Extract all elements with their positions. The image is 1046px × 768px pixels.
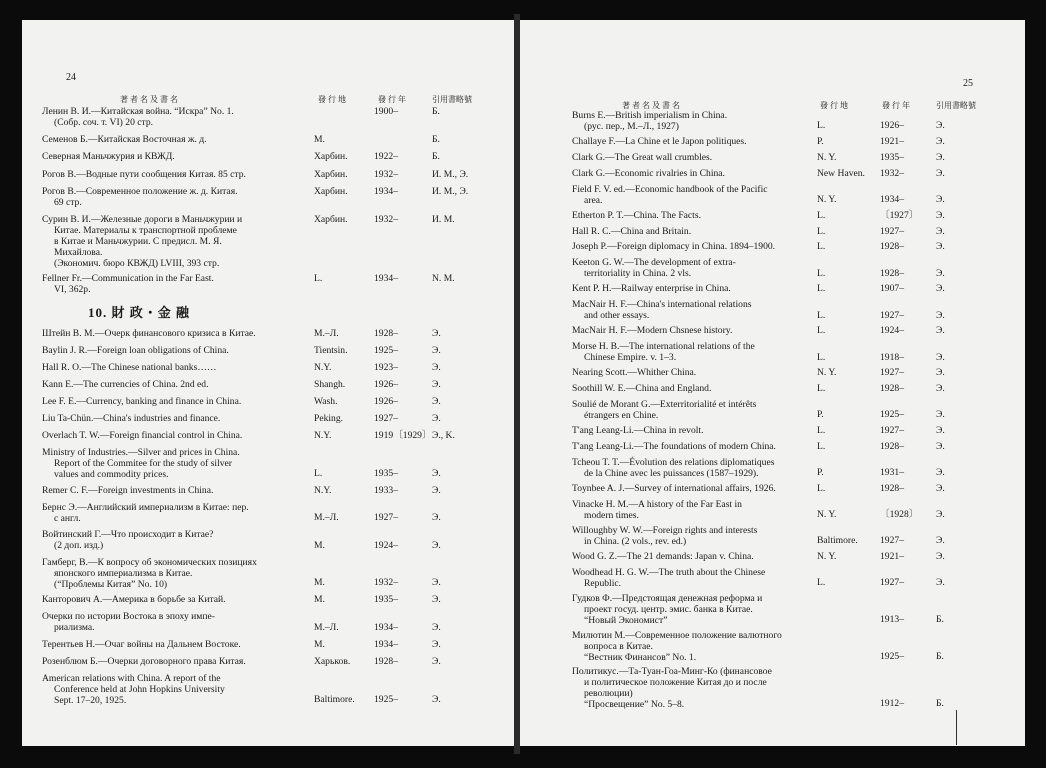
entry-year: 1934– xyxy=(374,621,398,633)
entry-line: values and commodity prices. xyxy=(54,469,169,480)
entry-author-title xyxy=(42,529,213,551)
entry-author-title xyxy=(42,328,256,339)
entry-line: T'ang Leang-Li.—The foundations of modern China. xyxy=(572,441,776,452)
entry-year: 1928– xyxy=(880,241,904,253)
entry-line: “Новый Экономист” xyxy=(584,615,668,627)
entry-line: Михайлова. xyxy=(54,246,103,258)
entry-author-title xyxy=(572,341,755,363)
entry-publisher: М. xyxy=(314,577,325,589)
entry-author-title xyxy=(572,283,731,294)
entry-ref: Э. xyxy=(936,467,945,479)
entry-author-title xyxy=(42,594,226,605)
entry-publisher: М. xyxy=(314,638,325,650)
entry-ref: Э. xyxy=(432,484,441,496)
entry-line: Терентьев Н.—Очаг войны на Дальнем Востоке. xyxy=(42,638,241,650)
entry-line: Северная Маньчжурия и КВЖД. xyxy=(42,151,175,163)
entry-publisher: L. xyxy=(817,383,826,395)
entry-line: Field F. V. ed.—Economic handbook of the Pacific xyxy=(572,183,768,195)
entry-year: 1922– xyxy=(374,151,398,163)
entry-line: area. xyxy=(584,194,603,206)
entry-ref: Б. xyxy=(936,613,944,625)
entry-year: 1932– xyxy=(880,167,904,179)
entry-publisher: L. xyxy=(817,241,826,253)
entry-author-title xyxy=(572,110,727,132)
entry-publisher: М.–Л. xyxy=(314,512,339,524)
entry-author-title xyxy=(572,666,772,710)
entry-author-title xyxy=(572,567,765,589)
entry-line: MacNair H. F.—China's international relations xyxy=(572,299,752,311)
entry-ref: Э. xyxy=(936,551,945,563)
entry-year: 1927– xyxy=(880,225,904,237)
entry-publisher: P. xyxy=(817,467,824,479)
entry-line: Сурин В. И.—Железные дороги в Маньчжурии и xyxy=(42,213,243,225)
entry-year: 1924– xyxy=(880,325,904,337)
entry-ref: Э. xyxy=(432,655,441,667)
entry-line: Гамберг, В.—К вопросу об экономических позициях xyxy=(42,556,257,568)
entry-publisher: N.Y. xyxy=(314,484,332,496)
entry-year: 1935– xyxy=(880,152,904,163)
entry-publisher: Харьков. xyxy=(314,655,351,667)
entry-author-title xyxy=(42,485,213,496)
entry-ref: Э. xyxy=(936,535,945,547)
entry-ref: Э. xyxy=(432,693,441,705)
entry-line: Политикус.—Та-Туан-Гоа-Минг-Ко (финансовое xyxy=(572,666,772,678)
entry-line: Милютин М.—Современное положение валютного xyxy=(572,629,782,641)
entry-line: Morse H. B.—The international relations of the xyxy=(572,341,755,353)
entry-publisher: New Haven. xyxy=(817,167,865,179)
entry-publisher: Peking. xyxy=(314,413,344,424)
entry-ref: Э. xyxy=(936,425,945,437)
entry-author-title xyxy=(42,396,241,407)
entry-ref: Э. xyxy=(936,441,945,452)
entry-ref: Э. xyxy=(432,379,441,390)
entry-author-title xyxy=(572,226,691,237)
entry-author-title xyxy=(572,184,768,206)
entry-year: 1927– xyxy=(880,535,904,547)
entry-line: and other essays. xyxy=(584,310,650,322)
entry-publisher: L. xyxy=(314,272,323,284)
entry-publisher: Baltimore. xyxy=(817,535,858,547)
entry-line: (“Проблемы Китая” No. 10) xyxy=(54,578,168,590)
entry-year: 1934– xyxy=(374,638,398,650)
entry-author-title xyxy=(42,502,249,524)
entry-ref: Б. xyxy=(936,697,944,709)
entry-line: étrangers en Chine. xyxy=(584,410,659,421)
entry-year: 1925– xyxy=(880,650,904,662)
entry-year: 1919〔1929〕 xyxy=(374,430,432,441)
entry-ref: Э. xyxy=(936,193,945,205)
entry-year: 1927– xyxy=(880,425,904,437)
entry-line: Burns E.—British imperialism in China. xyxy=(572,110,728,121)
entry-line: modern times. xyxy=(584,509,639,521)
entry-year: 1925– xyxy=(880,409,904,421)
left-page xyxy=(22,20,514,746)
entry-line: с англ. xyxy=(54,512,81,524)
entry-author-title xyxy=(572,241,775,252)
entry-author-title xyxy=(42,169,246,180)
entry-year: 1933– xyxy=(374,484,398,496)
entry-author-title xyxy=(572,299,751,321)
entry-line: Nearing Scott.—Whither China. xyxy=(572,367,697,379)
entry-year: 1932– xyxy=(374,213,398,225)
entry-year: 1932– xyxy=(374,168,398,180)
entry-line: Etherton P. T.—China. The Facts. xyxy=(572,209,701,221)
entry-ref: Э. xyxy=(432,467,441,479)
corner-mark xyxy=(956,710,957,745)
entry-ref: Э. xyxy=(432,413,441,424)
entry-year: 1928– xyxy=(880,383,904,395)
entry-year: 1928– xyxy=(880,267,904,279)
entry-ref: Э., K. xyxy=(432,430,455,441)
entry-ref: Б. xyxy=(432,133,440,145)
entry-line: VI, 362p. xyxy=(54,283,91,295)
entry-line: Remer C. F.—Foreign investments in China. xyxy=(42,484,214,496)
entry-year: 1912– xyxy=(880,697,904,709)
header-year: 發 行 年 xyxy=(378,95,406,104)
entry-ref: Э. xyxy=(432,328,441,339)
page-number-left: 24 xyxy=(66,72,76,83)
entry-line: проект госуд. центр. эмис. банка в Китае. xyxy=(584,604,753,616)
entry-publisher: Tientsin. xyxy=(314,345,348,356)
entry-line: (Собр. соч. т. VI) 20 стр. xyxy=(54,117,154,128)
entry-year: 1935– xyxy=(374,467,398,479)
entry-publisher: N. Y. xyxy=(817,551,837,563)
entry-ref: Э. xyxy=(936,267,945,279)
entry-publisher: N.Y. xyxy=(314,430,332,441)
entry-ref: Э. xyxy=(432,396,441,407)
entry-author-title xyxy=(42,379,209,390)
entry-ref: Э. xyxy=(936,367,945,379)
entry-year: 1913– xyxy=(880,613,904,625)
entry-line: Sept. 17–20, 1925. xyxy=(54,694,127,706)
entry-publisher: Baltimore. xyxy=(314,693,355,705)
entry-line: 69 стр. xyxy=(54,197,82,208)
entry-ref: Э. xyxy=(936,283,945,295)
entry-ref: Э. xyxy=(432,577,441,589)
entry-ref: Б. xyxy=(432,106,440,117)
entry-year: 1927– xyxy=(374,413,398,424)
entry-line: Clark G.—The Great wall crumbles. xyxy=(572,152,713,163)
entry-year: 1934– xyxy=(374,186,398,197)
entry-line: Soothill W. E.—China and England. xyxy=(572,383,712,395)
entry-ref: Э. xyxy=(936,152,945,163)
entry-year: 1900– xyxy=(374,106,398,117)
entry-line: Kent P. H.—Railway enterprise in China. xyxy=(572,283,731,295)
entry-line: Рогов В.—Современное положение ж. д. Китая. xyxy=(42,186,238,197)
entry-author-title xyxy=(42,186,238,208)
entry-line: революции) xyxy=(584,688,633,700)
entry-line: Conference held at John Hopkins University xyxy=(54,683,225,695)
entry-ref: Б. xyxy=(432,151,440,163)
entry-line: риализма. xyxy=(54,622,95,634)
header-publisher: 發 行 地 xyxy=(318,95,346,104)
entry-ref: Э. xyxy=(936,509,945,521)
entry-publisher: М. xyxy=(314,133,325,145)
entry-ref: И. М. xyxy=(432,213,455,225)
entry-ref: Э. xyxy=(432,621,441,633)
entry-publisher: Shangh. xyxy=(314,379,346,390)
entry-line: MacNair H. F.—Modern Chsnese history. xyxy=(572,325,733,337)
entry-ref: Э. xyxy=(432,362,441,373)
entry-author-title xyxy=(42,673,225,706)
entry-author-title xyxy=(42,557,257,590)
entry-line: Republic. xyxy=(584,578,622,589)
entry-ref: Э. xyxy=(936,309,945,321)
entry-line: “Вестник Финансов” No. 1. xyxy=(584,651,697,663)
page-number-right: 25 xyxy=(963,78,973,89)
entry-author-title xyxy=(572,593,762,626)
entry-year: 1918– xyxy=(880,351,904,363)
entry-publisher: L. xyxy=(817,325,826,337)
entry-line: и политическое положение Китая до и после xyxy=(584,677,767,689)
entry-author-title xyxy=(42,447,240,480)
entry-line: Wood G. Z.—The 21 demands: Japan v. China. xyxy=(572,551,754,563)
entry-year: 1928– xyxy=(880,441,904,452)
entry-publisher: Харбин. xyxy=(314,186,348,197)
entry-year: 1934– xyxy=(880,193,904,205)
entry-year: 1934– xyxy=(374,272,398,284)
entry-publisher: L. xyxy=(817,225,826,237)
entry-year: 1926– xyxy=(880,120,904,132)
entry-ref: И. М., Э. xyxy=(432,168,469,180)
entry-line: Войтинский Г.—Что происходит в Китае? xyxy=(42,529,214,541)
entry-publisher: L. xyxy=(817,483,826,494)
entry-ref: Э. xyxy=(432,594,441,606)
entry-author-title xyxy=(42,639,241,650)
header-author-title: 著 者 名 及 書 名 xyxy=(622,101,680,110)
entry-publisher: Wash. xyxy=(314,396,338,407)
entry-line: T'ang Leang-Li.—China in revolt. xyxy=(572,425,704,437)
entry-publisher: N. Y. xyxy=(817,193,837,205)
entry-year: 〔1928〕 xyxy=(880,509,919,521)
entry-line: (2 доп. изд.) xyxy=(54,540,104,552)
entry-line: Бернс Э.—Английский империализм в Китае: пер. xyxy=(42,501,249,513)
entry-author-title xyxy=(572,525,757,547)
entry-author-title xyxy=(42,151,175,162)
entry-line: territoriality in China. 2 vls. xyxy=(584,268,692,280)
entry-line: Overlach T. W.—Foreign financial control in China. xyxy=(42,430,243,441)
entry-line: Liu Ta-Chün.—China's industries and finance. xyxy=(42,413,221,424)
entry-ref: Э. xyxy=(936,167,945,179)
entry-line: Рогов В.—Водные пути сообщения Китая. 85 стр. xyxy=(42,168,246,180)
entry-ref: Э. xyxy=(432,539,441,551)
entry-publisher: М. xyxy=(314,594,325,606)
entry-author-title xyxy=(42,273,214,295)
entry-year: 1928– xyxy=(880,483,904,494)
entry-author-title xyxy=(572,441,776,452)
entry-publisher: Харбин. xyxy=(314,151,348,163)
entry-publisher: L. xyxy=(817,441,826,452)
entry-publisher: L. xyxy=(817,283,826,295)
entry-author-title xyxy=(572,383,711,394)
section-title: 10. 財 政・金 融 xyxy=(88,305,191,320)
right-page xyxy=(520,20,1025,746)
entry-year: 1925– xyxy=(374,693,398,705)
entry-line: Keeton G. W.—The development of extra- xyxy=(572,257,736,269)
entry-year: 1926– xyxy=(374,396,398,407)
entry-ref: Э. xyxy=(936,383,945,395)
entry-author-title xyxy=(572,457,774,479)
entry-line: Ministry of Industries.—Silver and prices in China. xyxy=(42,447,240,458)
entry-line: Woodhead H. G. W.—The truth about the Chinese xyxy=(572,567,766,578)
entry-line: de la Chine avec les puissances (1587–1929). xyxy=(584,467,759,479)
entry-publisher: Харбин. xyxy=(314,168,348,180)
entry-line: Tcheou T. T.—Évolution des relations diplomatiques xyxy=(572,456,775,468)
entry-year: 1925– xyxy=(374,345,398,356)
entry-line: Joseph P.—Foreign diplomacy in China. 1894–1900. xyxy=(572,241,776,253)
entry-ref: Э. xyxy=(936,120,945,132)
entry-author-title xyxy=(572,168,725,179)
entry-line: Toynbee A. J.—Survey of international affairs, 1926. xyxy=(572,483,776,494)
entry-year: 1935– xyxy=(374,594,398,606)
entry-line: (рус. пер., М.–Л., 1927) xyxy=(584,121,679,132)
entry-line: японского империализма в Китае. xyxy=(54,567,193,579)
entry-year: 1924– xyxy=(374,539,398,551)
entry-ref: И. М., Э. xyxy=(432,186,469,197)
entry-line: Китае. Материалы к транспортной проблеме xyxy=(54,224,237,236)
entry-line: (Экономич. бюро КВЖД) LVIII, 393 стр. xyxy=(54,257,220,269)
entry-year: 1923– xyxy=(374,362,398,373)
entry-ref: Э. xyxy=(936,225,945,237)
entry-line: Штейн В. М.—Очерк финансового кризиса в Китае. xyxy=(42,328,256,339)
entry-ref: Э. xyxy=(432,345,441,356)
entry-ref: N. M. xyxy=(432,272,455,284)
entry-line: in China. (2 vols., rev. ed.) xyxy=(584,536,687,547)
entry-year: 1927– xyxy=(880,577,904,589)
header-author-title: 著 者 名 及 書 名 xyxy=(120,95,178,104)
entry-line: Challaye F.—La Chine et le Japon politiques. xyxy=(572,136,747,148)
entry-line: Гудков Ф.—Предстоящая денежная реформа и xyxy=(572,593,763,605)
entry-publisher: L. xyxy=(817,425,826,437)
entry-author-title xyxy=(42,106,234,128)
entry-author-title xyxy=(572,499,742,521)
header-ref: 引用書略號 xyxy=(936,101,976,110)
entry-publisher: N. Y. xyxy=(817,152,837,163)
entry-ref: Э. xyxy=(432,512,441,524)
entry-line: Report of the Commitee for the study of silver xyxy=(54,458,232,469)
entry-publisher: М.–Л. xyxy=(314,328,339,339)
entry-line: American relations with China. A report of the xyxy=(42,672,221,684)
entry-ref: Э. xyxy=(936,136,945,148)
entry-line: Willoughby W. W.—Foreign rights and interests xyxy=(572,525,758,536)
entry-publisher: L. xyxy=(817,309,826,321)
entry-year: 1928– xyxy=(374,328,398,339)
entry-author-title xyxy=(572,551,754,562)
entry-year: 1926– xyxy=(374,379,398,390)
entry-line: вопроса в Китае. xyxy=(584,640,653,652)
entry-publisher: L. xyxy=(817,120,826,132)
entry-author-title xyxy=(42,214,242,269)
entry-line: “Просвещение” No. 5–8. xyxy=(584,699,685,711)
entry-author-title xyxy=(572,630,782,663)
entry-author-title xyxy=(572,325,732,336)
entry-publisher: N. Y. xyxy=(817,509,837,521)
entry-author-title xyxy=(572,425,703,436)
entry-author-title xyxy=(572,152,712,163)
entry-publisher: М.–Л. xyxy=(314,621,339,633)
entry-year: 〔1927〕 xyxy=(880,209,919,221)
entry-year: 1931– xyxy=(880,467,904,479)
entry-line: Канторович А.—Америка в борьбе за Китай. xyxy=(42,594,226,606)
entry-line: Очерки по истории Востока в эпоху импе- xyxy=(42,611,215,623)
entry-line: Семенов Б.—Китайская Восточная ж. д. xyxy=(42,133,207,145)
entry-ref: Э. xyxy=(936,241,945,253)
entry-author-title xyxy=(42,362,217,373)
entry-line: Soulié de Morant G.—Exterritorialité et intérêts xyxy=(572,399,757,410)
entry-year: 1921– xyxy=(880,551,904,563)
entry-author-title xyxy=(42,413,220,424)
entry-publisher: P. xyxy=(817,409,824,421)
entry-year: 1927– xyxy=(374,512,398,524)
entry-ref: Э. xyxy=(936,209,945,221)
entry-year: 1907– xyxy=(880,283,904,295)
entry-author-title xyxy=(572,257,736,279)
entry-author-title xyxy=(572,399,756,421)
entry-publisher: N. Y. xyxy=(817,367,837,379)
entry-line: Kann E.—The currencies of China. 2nd ed. xyxy=(42,379,209,390)
entry-year: 1927– xyxy=(880,309,904,321)
entry-year: 1928– xyxy=(374,655,398,667)
entry-line: Ленин В. И.—Китайская война. “Искра” No. 1. xyxy=(42,106,234,117)
entry-author-title xyxy=(572,483,776,494)
entry-ref: Э. xyxy=(936,577,945,589)
entry-ref: Э. xyxy=(936,351,945,363)
entry-line: Clark G.—Economic rivalries in China. xyxy=(572,167,725,179)
entry-line: Розенблюм Б.—Очерки договорного права Китая. xyxy=(42,655,246,667)
entry-author-title xyxy=(572,210,701,221)
header-ref: 引用書略號 xyxy=(432,95,472,104)
entry-author-title xyxy=(42,430,242,441)
entry-publisher: L. xyxy=(314,467,323,479)
entry-line: Lee F. E.—Currency, banking and finance in China. xyxy=(42,396,242,407)
header-publisher: 發 行 地 xyxy=(820,101,848,110)
entry-author-title xyxy=(42,656,246,667)
entry-line: Chinese Empire. v. 1–3. xyxy=(584,352,677,364)
entry-line: в Китае и Маньчжурии. С предисл. М. Я. xyxy=(54,235,222,247)
entry-publisher: Харбин. xyxy=(314,213,348,225)
entry-publisher: L. xyxy=(817,351,826,363)
header-year: 發 行 年 xyxy=(882,101,910,110)
entry-year: 1927– xyxy=(880,367,904,379)
entry-ref: Э. xyxy=(432,638,441,650)
entry-ref: Э. xyxy=(936,325,945,337)
entry-author-title xyxy=(572,136,747,147)
entry-author-title xyxy=(572,367,696,378)
entry-author-title xyxy=(42,134,207,145)
entry-publisher: М. xyxy=(314,539,325,551)
entry-publisher: L. xyxy=(817,267,826,279)
entry-year: 1932– xyxy=(374,577,398,589)
entry-ref: Б. xyxy=(936,650,944,662)
entry-author-title xyxy=(42,345,229,356)
entry-ref: Э. xyxy=(936,483,945,494)
entry-publisher: L. xyxy=(817,577,826,589)
entry-line: Vinacke H. M.—A history of the Far East in xyxy=(572,498,742,510)
entry-publisher: N.Y. xyxy=(314,362,332,373)
entry-line: Hall R. O.—The Chinese national banks…… xyxy=(42,362,217,373)
entry-publisher: P. xyxy=(817,136,824,148)
entry-line: Baylin J. R.—Foreign loan obligations of China. xyxy=(42,345,229,356)
entry-ref: Э. xyxy=(936,409,945,421)
entry-line: Fellner Fr.—Communication in the Far East. xyxy=(42,272,214,284)
entry-line: Hall R. C.—China and Britain. xyxy=(572,225,692,237)
entry-author-title xyxy=(42,611,215,633)
entry-year: 1921– xyxy=(880,136,904,148)
entry-publisher: L. xyxy=(817,209,826,221)
